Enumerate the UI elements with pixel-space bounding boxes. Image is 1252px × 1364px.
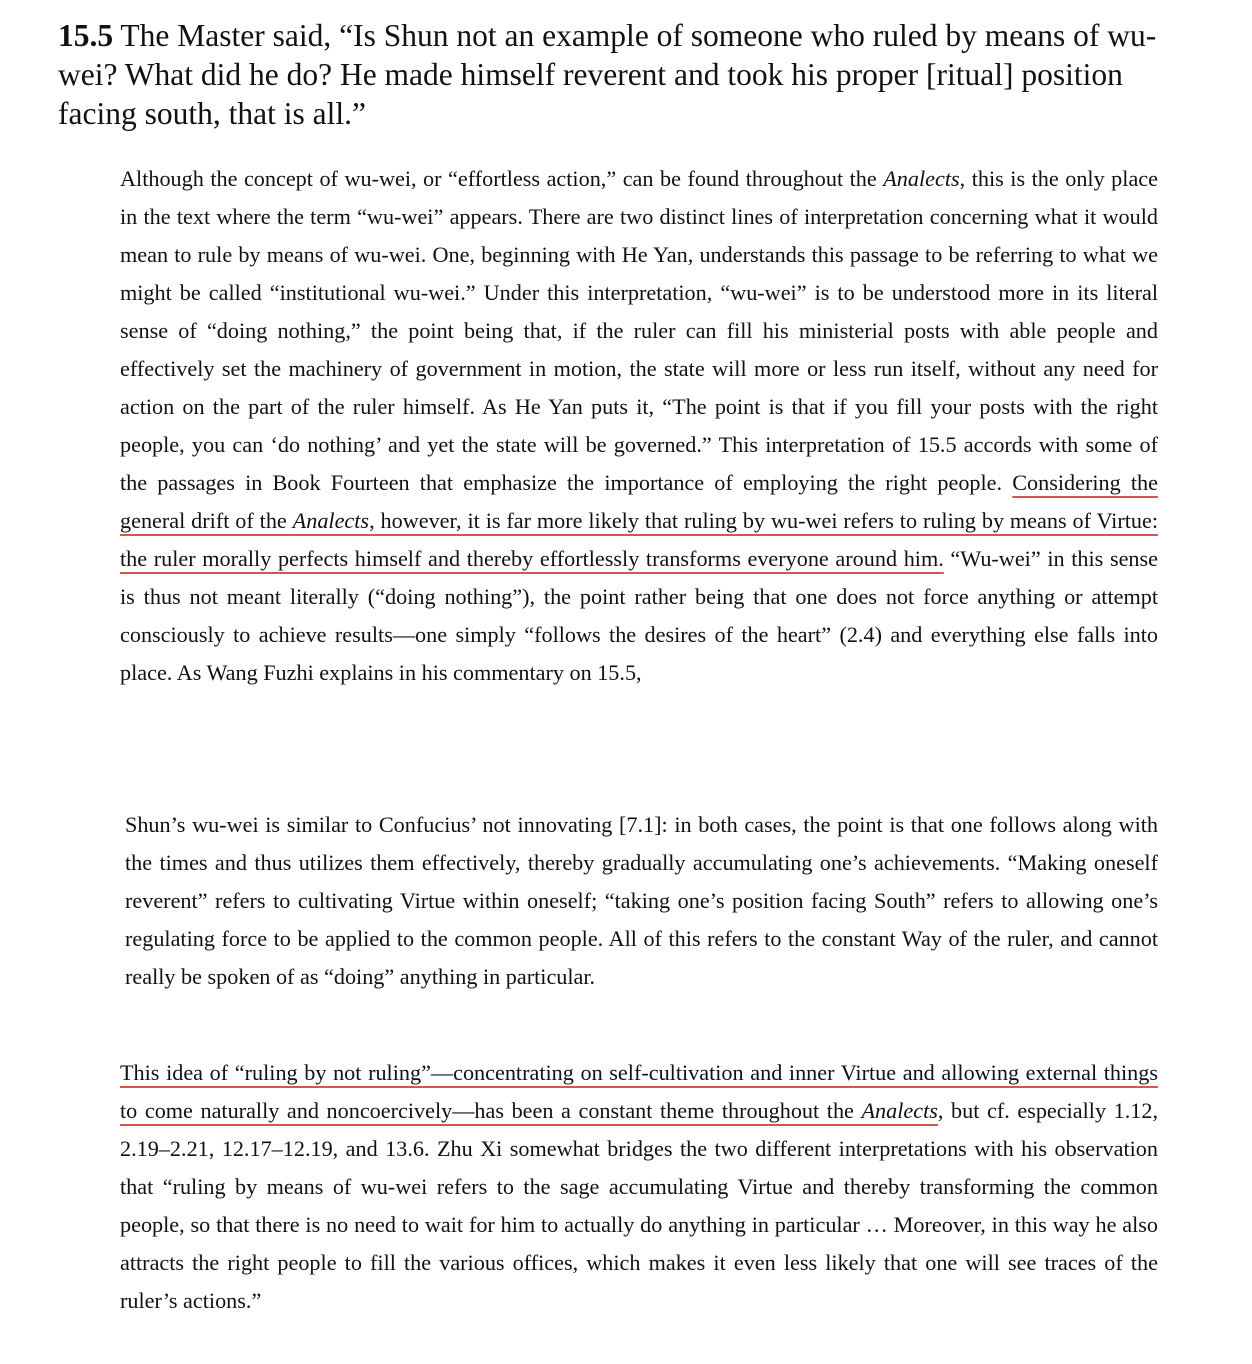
commentary-paragraph-2 [120,1054,1158,1320]
commentary-text: , but cf. especially 1.12, 2.19–2.21, 12.17–12.19, and 13.6. Zhu Xi somewhat bridges the two different interpretations with his observation that “ruling by means of wu-wei refers to the sage accumulating Virtue and thereby transforming the common people, so that there is no need to wait for him to actually do anything in particular … Moreover, in this way he also attracts the right people to fill the various offices, which makes it even less likely that one will see traces of the ruler’s actions.” [120,1098,1159,1313]
book-title: Analects [861,1098,938,1123]
highlighted-text: This idea of “ruling by not ruling”—concentrating on self-cultivation and inner Virtue and allowing external things to come naturally and noncoercively—has been a constant theme throughout the [120,1060,1158,1123]
block-quote: Shun’s wu-wei is similar to Confucius’ not innovating [7.1]: in both cases, the point is that one follows along with the times and thus utilizes them effectively, thereby gradually accumulating one’s achievements. “Making oneself reverent” refers to cultivating Virtue within oneself; “taking one’s position facing South” refers to allowing one’s regulating force to be applied to the common people. All of this refers to the constant Way of the ruler, and cannot really be spoken of as “doing” anything in particular. [125,812,1158,989]
book-title: Analects [883,166,960,191]
highlighted-text: , however, it is far more likely that ruling by wu-wei refers to ruling by means of Virtue: the ruler morally perfects himself and thereby effortlessly transforms everyone around him. [120,508,1158,571]
commentary-text: Although the concept of wu-wei, or “effortless action,” can be found throughout the [120,166,884,191]
book-title: Analects [292,508,370,533]
commentary-text: , this is the only place in the text where the term “wu-wei” appears. There are two distinct lines of interpretation concerning what it would mean to rule by means of wu-wei. One, beginning with He Yan, understands this passage to be referring to what we might be called “institutional wu-wei.” Under this interpretation, “wu-wei” is to be understood more in its literal sense of “doing nothing,” the point being that, if the ruler can fill his ministerial posts with able people and effectively set the machinery of government in motion, the state will more or less run itself, without any need for action on the part of the ruler himself. As He Yan puts it, “The point is that if you fill your posts with the right people, you can ‘do nothing’ and yet the state will be governed.” This interpretation of 15.5 accords with some of the passages in Book Fourteen that emphasize the importance of employing the right people. [120,166,1158,495]
passage-text: The Master said, “Is Shun not an example of someone who ruled by means of wu-wei? What did he do? He made himself reverent and took his proper [ritual] position facing south, that is all.” [58,18,1157,131]
passage-number: 15.5 [58,18,114,53]
commentary-text: “Wu-wei” in this sense is thus not meant literally (“doing nothing”), the point rather being that one does not force anything or attempt consciously to achieve results—one simply “follows the desires of the heart” (2.4) and everything else falls into place. As Wang Fuzhi explains in his commentary on 15.5, [120,546,1159,685]
commentary-paragraph-1 [120,160,1158,692]
highlighted-text: Considering the general drift of the [120,470,1158,533]
passage-heading [58,16,1158,133]
